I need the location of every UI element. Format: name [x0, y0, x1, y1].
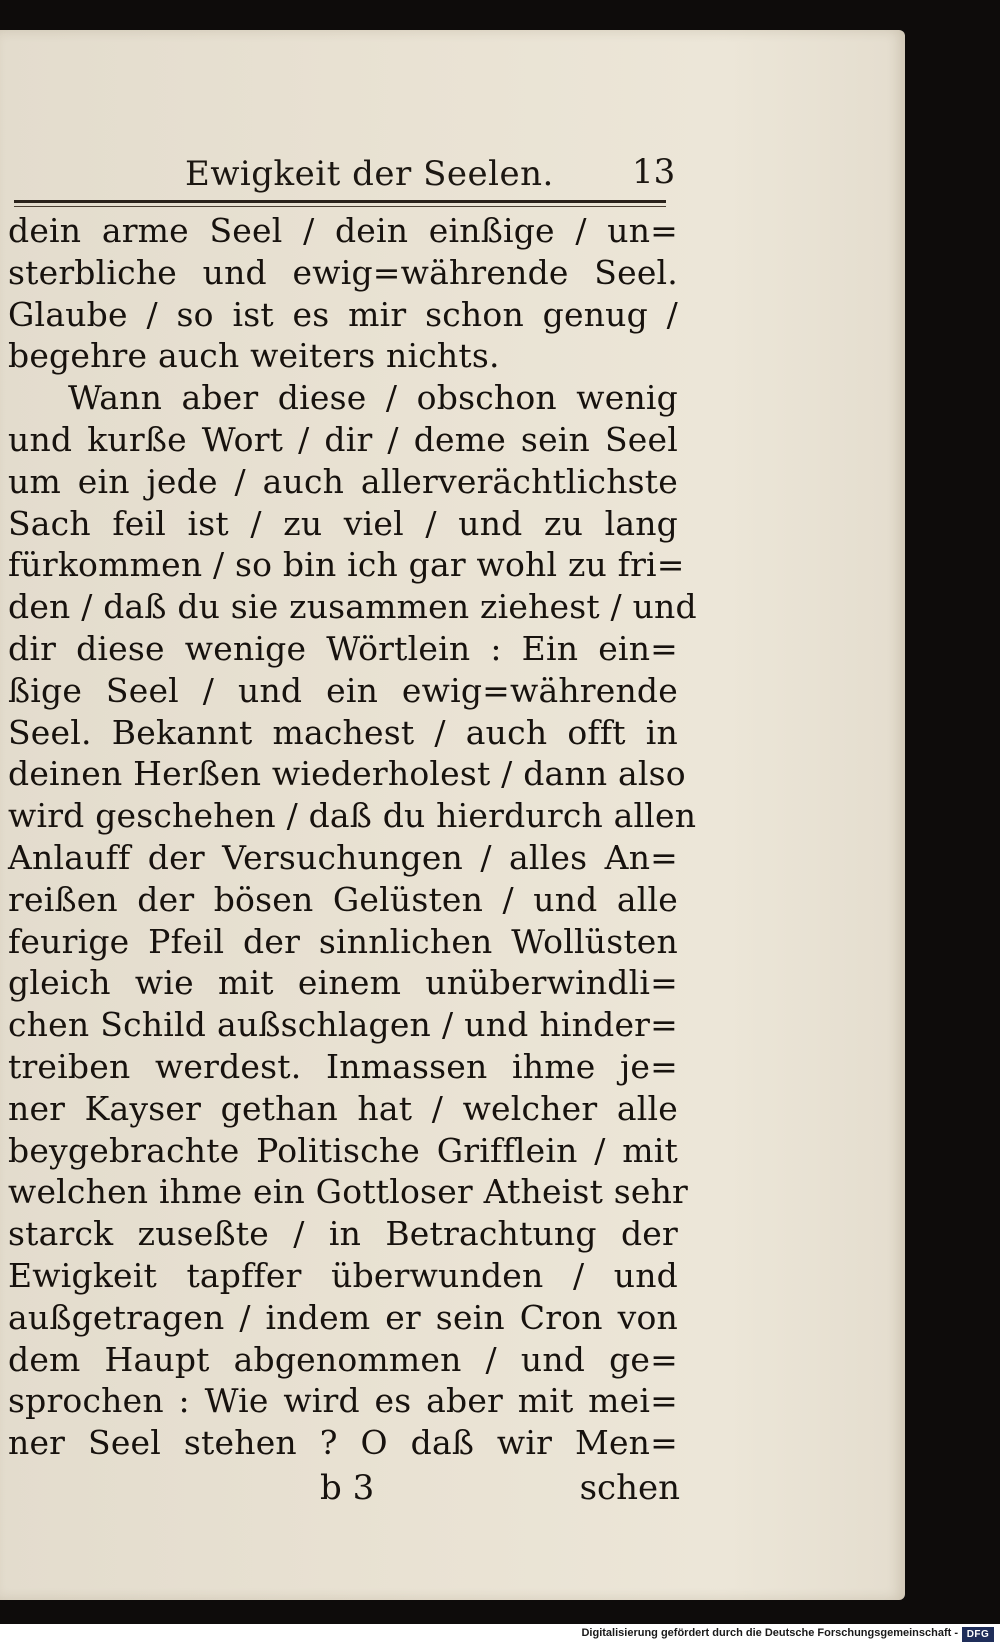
text-line: außgetragen / indem er sein Cron von: [8, 1297, 678, 1337]
body-text: [8, 210, 697, 1464]
signature-mark: b 3: [320, 1468, 375, 1508]
text-line: reißen der bösen Gelüsten / und alle: [8, 879, 678, 919]
text-line: ßige Seel / und ein ewig=währende: [8, 670, 678, 710]
running-head: Ewigkeit der Seelen.: [185, 154, 554, 194]
text-line: deinen Herßen wiederholest / dann also: [8, 754, 686, 794]
text-line: Seel. Bekannt machest / auch offt in: [8, 712, 678, 752]
text-line: um ein jede / auch allerverächtlichste: [8, 461, 678, 501]
text-line: ner Kayser gethan hat / welcher alle: [8, 1088, 678, 1128]
text-line: feurige Pfeil der sinnlichen Wollüsten: [8, 921, 678, 961]
text-line: dir diese wenige Wörtlein : Ein ein=: [8, 628, 678, 668]
text-line: begehre auch weiters nichts.: [8, 336, 500, 376]
dfg-logo: DFG: [962, 1627, 994, 1642]
text-line: Ewigkeit tapffer überwunden / und: [8, 1255, 678, 1295]
text-line: Anlauff der Versuchungen / alles An=: [8, 837, 678, 877]
text-line: beygebrachte Politische Grifflein / mit: [8, 1130, 678, 1170]
header-rule-thin: [14, 206, 666, 207]
text-line: Wann aber diese / obschon wenig: [68, 378, 678, 418]
text-line: treiben werdest. Inmassen ihme je=: [8, 1046, 678, 1086]
text-line: und kurße Wort / dir / deme sein Seel: [8, 419, 678, 459]
text-line: dem Haupt abgenommen / und ge=: [8, 1339, 678, 1379]
text-line: Glaube / so ist es mir schon genug /: [8, 294, 678, 334]
text-line: gleich wie mit einem unüberwindli=: [8, 963, 678, 1003]
text-line: chen Schild außschlagen / und hinder=: [8, 1005, 678, 1045]
text-line: Sach feil ist / zu viel / und zu lang: [8, 503, 678, 543]
footer-bar: [0, 1624, 1000, 1646]
text-line: starck zuseßte / in Betrachtung der: [8, 1214, 678, 1254]
text-line: sprochen : Wie wird es aber mit mei=: [8, 1381, 678, 1421]
text-line: wird geschehen / daß du hierdurch allen: [8, 796, 697, 836]
page-header: [0, 118, 905, 194]
text-line: ner Seel stehen ? O daß wir Men=: [8, 1423, 678, 1463]
page-number: 13: [632, 152, 676, 192]
text-line: sterbliche und ewig=währende Seel.: [8, 252, 678, 292]
text-line: welchen ihme ein Gottloser Atheist sehr: [8, 1172, 689, 1212]
text-line: den / daß du sie zusammen ziehest / und: [8, 587, 697, 627]
book-page: [0, 30, 905, 1600]
text-line: dein arme Seel / dein einßige / un=: [8, 211, 678, 250]
header-rule: [14, 200, 666, 203]
catchword: schen: [579, 1468, 680, 1508]
catchline: [320, 1468, 680, 1508]
text-line: fürkommen / so bin ich gar wohl zu fri=: [8, 545, 685, 585]
footer-credit: Digitalisierung gefördert durch die Deutsche Forschungsgemeinschaft -: [581, 1627, 958, 1639]
